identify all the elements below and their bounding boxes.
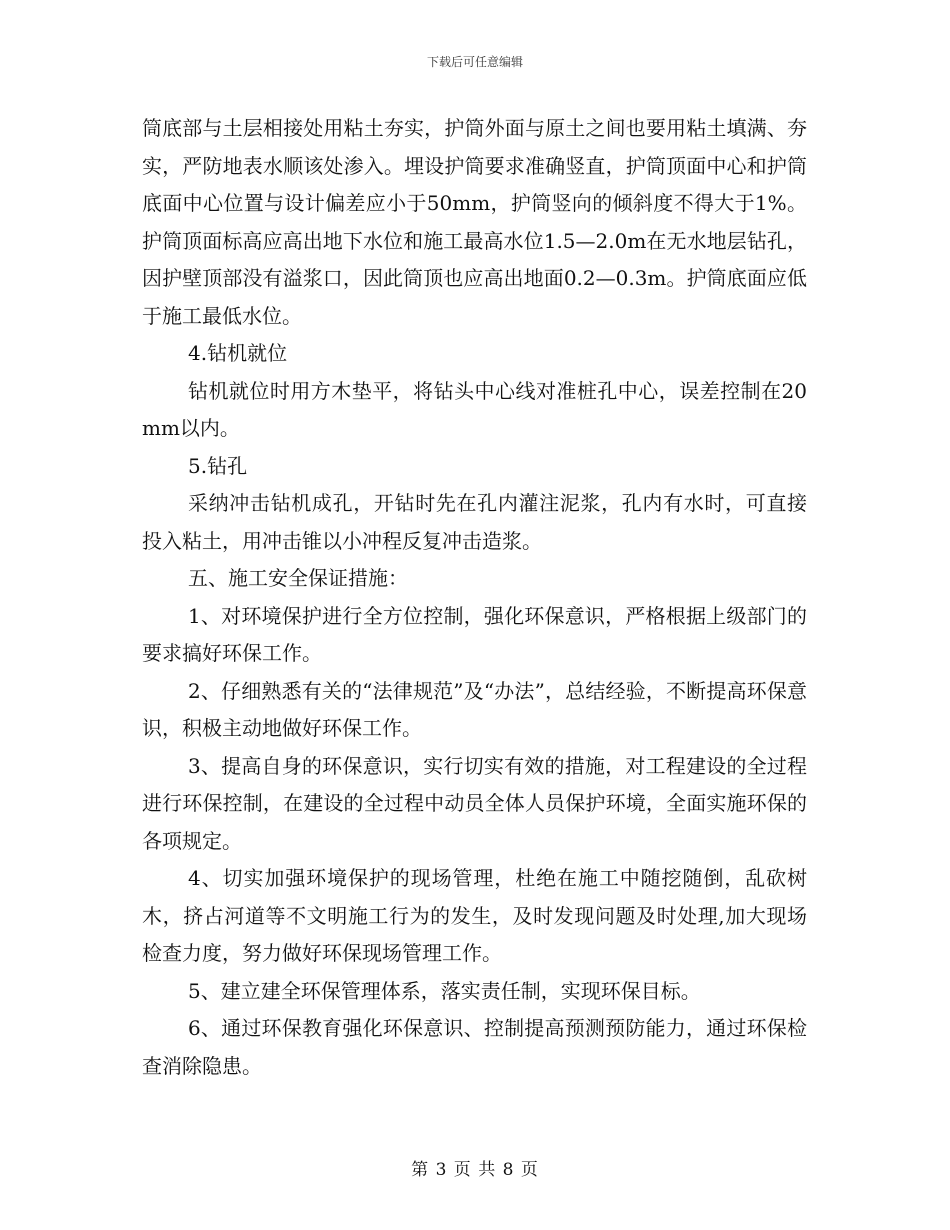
section-heading: 4.钻机就位: [188, 341, 288, 365]
paragraph: 筒底部与土层相接处用粘土夯实，护筒外面与原土之间也要用粘土填满、夯实，严防地表水顺该处渗入。埋设护筒要求准确竖直，护筒顶面中心和护筒底面中心位置与设计偏差应小于50mm，护筒竖向的倾斜度不得大于1%。护筒顶面标高应高出地下水位和施工最高水位1.5—2.0m在无水地层钻孔，因护壁顶部没有溢浆口，因此筒顶也应高出地面0.2—0.3m。护筒底面应低于施工最低水位。: [142, 116, 807, 328]
paragraph: 钻机就位时用方木垫平，将钻头中心线对准桩孔中心，误差控制在20mm以内。: [142, 378, 807, 440]
list-item: 6、通过环保教育强化环保意识、控制提高预测预防能力，通过环保检查消除隐患。: [142, 1016, 807, 1078]
list-item: 3、提高自身的环保意识，实行切实有效的措施，对工程建设的全过程进行环保控制，在建设的全过程中动员全体人员保护环境，全面实施环保的各项规定。: [142, 753, 807, 853]
list-item: 2、仔细熟悉有关的“法律规范”及“办法”，总结经验，不断提高环保意识，积极主动地做好环保工作。: [142, 678, 807, 740]
list-item: 5、建立建全环保管理体系，落实责任制，实现环保目标。: [188, 978, 701, 1003]
paragraph: 采纳冲击钻机成孔，开钻时先在孔内灌注泥浆，孔内有水时，可直接投入粘土，用冲击锥以小冲程反复冲击造浆。: [142, 491, 807, 553]
section-heading: 五、施工安全保证措施：: [188, 566, 408, 590]
list-item: 4、切实加强环境保护的现场管理，杜绝在施工中随挖随倒，乱砍树木，挤占河道等不文明施工行为的发生，及时发现问题及时处理,加大现场检查力度，努力做好环保现场管理工作。: [142, 866, 807, 965]
list-item: 1、对环境保护进行全方位控制，强化环保意识，严格根据上级部门的要求搞好环保工作。: [142, 603, 807, 665]
header-note: 下载后可任意编辑: [426, 55, 523, 69]
page-number: 第 3 页 共 8 页: [411, 1160, 539, 1180]
section-heading: 5.钻孔: [188, 453, 248, 478]
document-body: [142, 110, 807, 1085]
